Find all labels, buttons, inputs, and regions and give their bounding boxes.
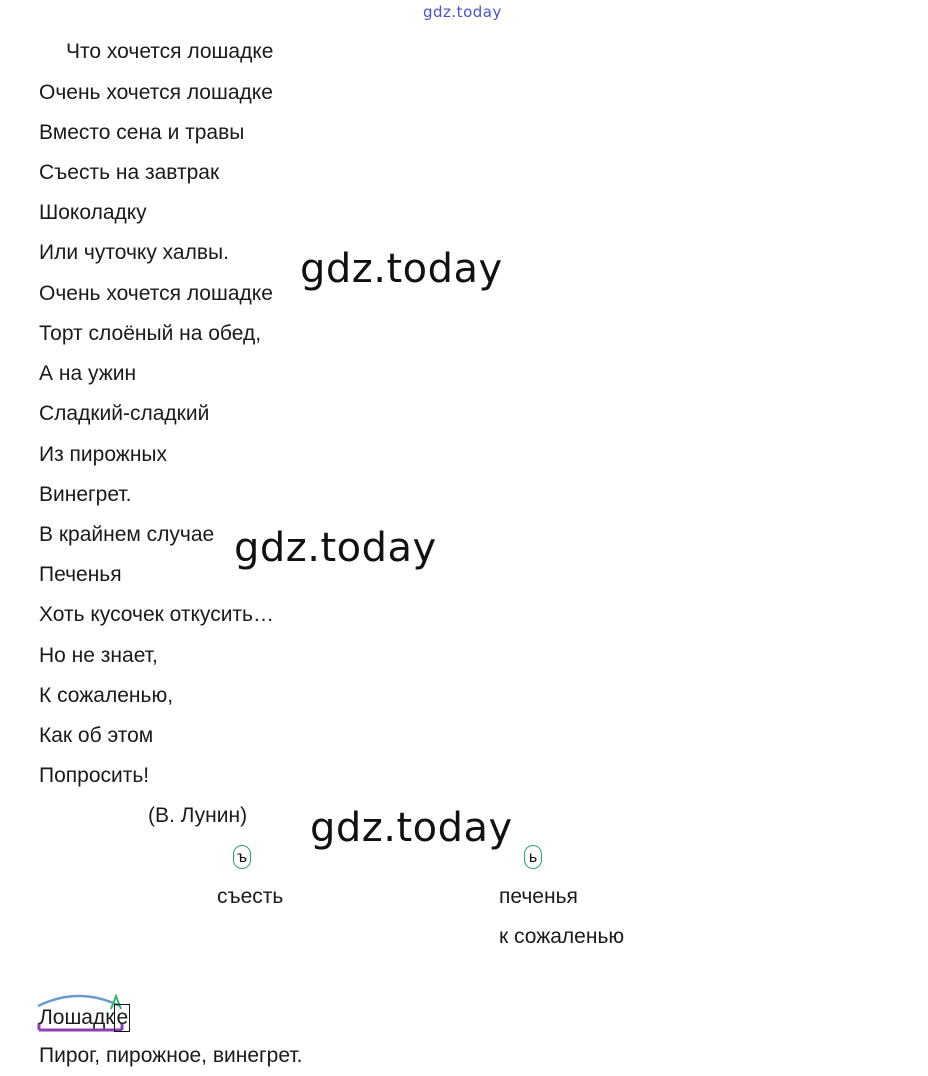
watermark-small: gdz.today <box>423 3 502 21</box>
poem-line: В крайнем случае <box>39 523 215 546</box>
hard-sign-word: съесть <box>217 885 284 908</box>
poem-line: Хоть кусочек откусить… <box>39 603 274 626</box>
poem-line: Сладкий-сладкий <box>39 402 210 425</box>
watermark-large: gdz.today <box>234 525 437 571</box>
poem-line: Как об этом <box>39 724 154 747</box>
poem-title: Что хочется лошадке <box>66 40 274 63</box>
morphemic-word <box>39 1004 130 1032</box>
poem-line: Но не знает, <box>39 644 158 667</box>
watermark-large: gdz.today <box>310 805 513 851</box>
poem-line: Торт слоёный на обед, <box>39 322 262 345</box>
poem-line: Или чуточку халвы. <box>39 241 229 264</box>
poem-line: К сожаленью, <box>39 684 174 707</box>
poem-line: Вместо сена и травы <box>39 121 245 144</box>
poem-line: Винегрет. <box>39 483 132 506</box>
poem-line: Шоколадку <box>39 201 147 224</box>
poem-line: Попросить! <box>39 764 150 787</box>
poem-line: Съесть на завтрак <box>39 161 220 184</box>
soft-sign-word: печенья <box>499 885 578 908</box>
poem-author: (В. Лунин) <box>148 804 248 827</box>
hard-sign-marker: ъ <box>233 845 251 869</box>
watermark-large: gdz.today <box>300 246 503 292</box>
poem-line: А на ужин <box>39 362 137 385</box>
poem-line: Очень хочется лошадке <box>39 282 273 305</box>
soft-sign-word: к сожаленью <box>499 925 625 948</box>
poem-line: Печенья <box>39 563 122 586</box>
poem-line: Из пирожных <box>39 443 168 466</box>
soft-sign-marker: ь <box>524 845 542 869</box>
poem-line: Очень хочется лошадке <box>39 81 273 104</box>
ending-box: е <box>114 1004 130 1032</box>
word-stem: Лошадк <box>39 1006 115 1029</box>
answer-line: Пирог, пирожное, винегрет. <box>39 1044 303 1067</box>
